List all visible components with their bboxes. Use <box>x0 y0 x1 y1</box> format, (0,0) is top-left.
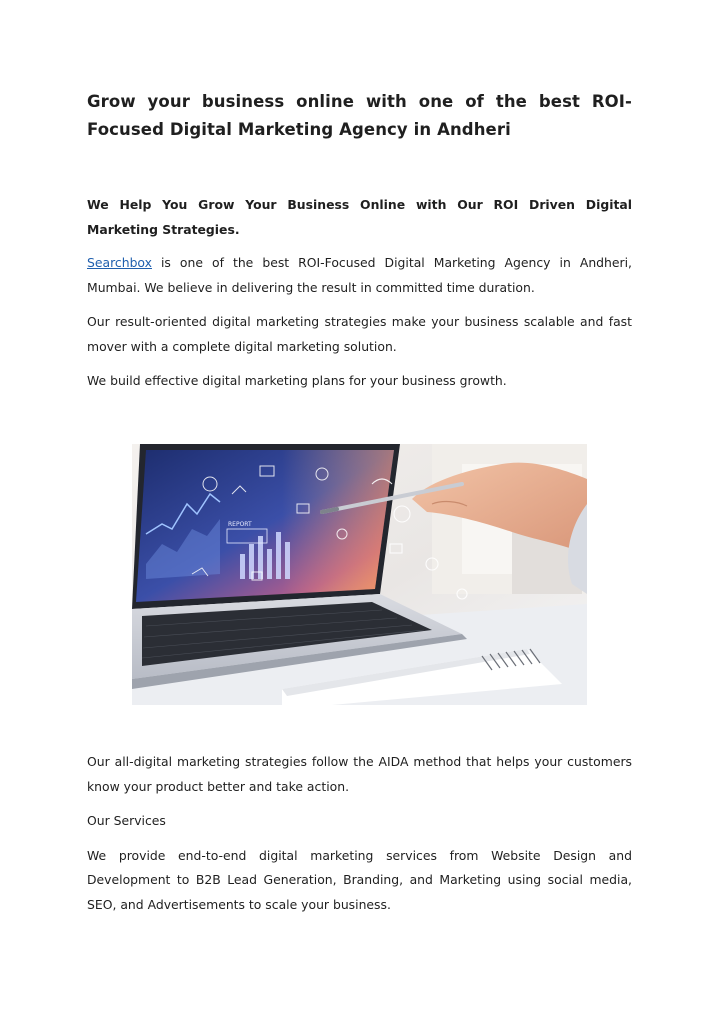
laptop-illustration <box>132 444 587 705</box>
section-subheading: We Help You Grow Your Business Online with Our ROI Driven Digital Marketing Strategies. <box>87 197 632 237</box>
intro-paragraph <box>87 251 632 300</box>
document-body-continued <box>87 750 632 917</box>
paragraph-plans: We build effective digital marketing plans for your business growth. <box>87 373 507 388</box>
page-title: Grow your business online with one of the best ROI-Focused Digital Marketing Agency in Andheri <box>87 92 632 139</box>
paragraph-aida: Our all-digital marketing strategies follow the AIDA method that helps your customers know your product better and take action. <box>87 754 632 794</box>
screen-report-label: REPORT <box>228 521 252 528</box>
paragraph-strategies: Our result-oriented digital marketing strategies make your business scalable and fast mover with a complete digital marketing solution. <box>87 314 632 354</box>
paragraph-our-services: Our Services <box>87 813 166 828</box>
laptop-marketing-image <box>132 444 587 705</box>
paragraph-services-detail: We provide end-to-end digital marketing services from Website Design and Development to B2B Lead Generation, Branding, and Marketing using social media, SEO, and Advertisements to scale your business. <box>87 847 632 912</box>
searchbox-link[interactable]: Searchbox <box>87 255 152 270</box>
document-body <box>87 88 632 394</box>
intro-text: is one of the best ROI-Focused Digital Marketing Agency in Andheri, Mumbai. We believe in delivering the result in committed time duration. <box>87 255 632 295</box>
